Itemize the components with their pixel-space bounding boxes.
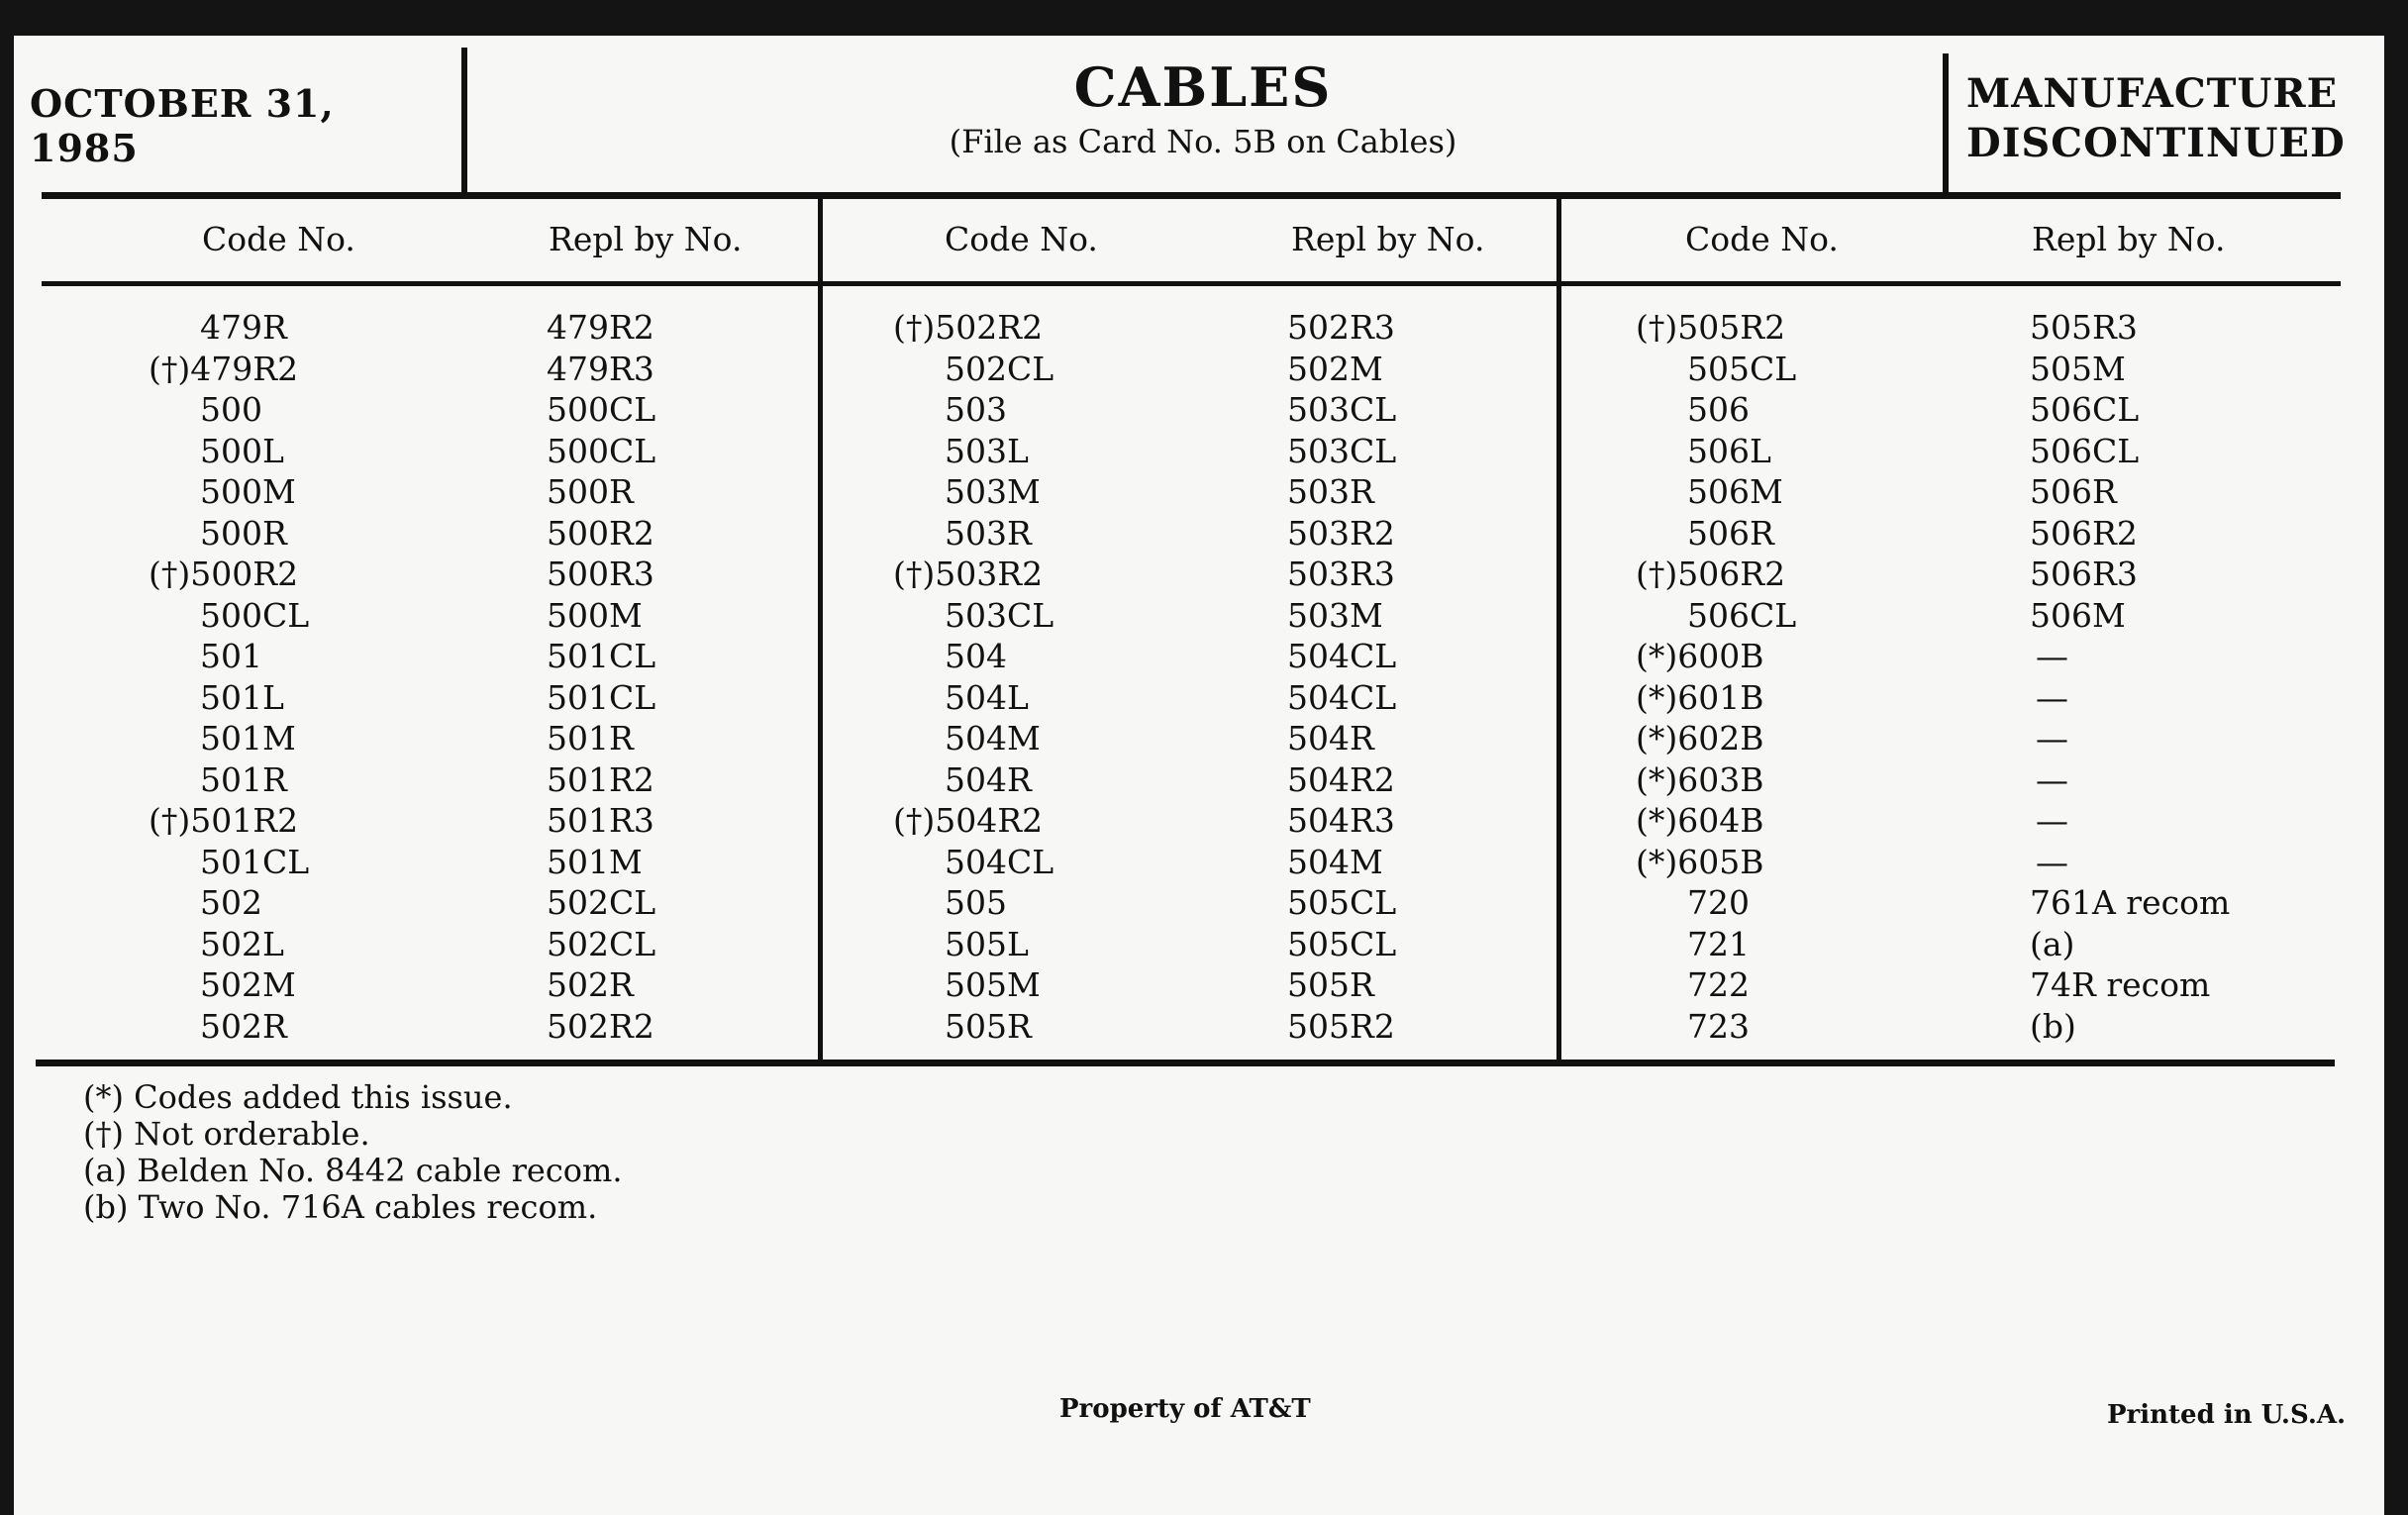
code-cell: 504R <box>945 759 1032 799</box>
code-cell: 505CL <box>1687 349 1797 388</box>
replacement-cell: 505M <box>2030 349 2126 388</box>
replacement-cell: 501M <box>547 842 643 881</box>
code-cell: (†)502R2 <box>893 308 1044 347</box>
code-cell: 506L <box>1687 431 1771 470</box>
code-list-2 <box>893 307 1141 1047</box>
code-cell: 506 <box>1687 390 1750 429</box>
replacement-cell: 503M <box>1287 595 1383 635</box>
code-cell: 504M <box>945 719 1041 758</box>
code-cell: 503M <box>945 472 1041 511</box>
code-cell: 503CL <box>945 595 1054 635</box>
code-cell: 722 <box>1687 965 1750 1004</box>
replacement-cell: 504M <box>1287 842 1383 881</box>
code-cell: (*)604B <box>1636 801 1764 840</box>
replacement-cell: 500R2 <box>547 513 654 553</box>
code-cell: 503 <box>945 390 1007 429</box>
code-cell: 504L <box>945 677 1029 717</box>
code-cell: 503R <box>945 513 1032 553</box>
replacement-cell: — <box>2036 677 2068 717</box>
replacement-cell: 506R <box>2030 472 2117 511</box>
status-line-1: MANUFACTURE <box>1966 70 2339 117</box>
repl-list-2 <box>1287 307 1535 1047</box>
replacement-cell: 502M <box>1287 349 1383 388</box>
replacement-cell: 504R3 <box>1287 801 1395 840</box>
code-cell: 723 <box>1687 1006 1750 1046</box>
code-cell: 503L <box>945 431 1029 470</box>
code-list-3 <box>1636 307 1883 1047</box>
property-notice: Property of AT&T <box>1059 1394 1311 1424</box>
code-cell: 502 <box>200 883 262 922</box>
header-divider-right <box>1943 53 1949 198</box>
code-cell: 500M <box>200 472 296 511</box>
code-cell: (†)505R2 <box>1636 308 1786 347</box>
replacement-cell: 500CL <box>547 390 656 429</box>
code-cell: 501L <box>200 677 284 717</box>
replacement-cell: — <box>2036 637 2068 675</box>
code-cell: 500CL <box>200 595 310 635</box>
code-cell: 506CL <box>1687 595 1797 635</box>
code-cell: 505R <box>945 1006 1032 1046</box>
footnote-not-orderable: (†) Not orderable. <box>83 1115 370 1153</box>
replacement-cell: 501R <box>547 719 634 758</box>
code-cell: (*)605B <box>1636 842 1764 881</box>
footnotes <box>83 1079 623 1226</box>
code-cell: 506R <box>1687 513 1774 553</box>
replacement-cell: 506R3 <box>2030 555 2138 593</box>
replacement-cell: — <box>2036 719 2068 758</box>
code-cell: 501R <box>200 759 287 799</box>
code-cell: 500L <box>200 431 284 470</box>
code-cell: 479R <box>200 308 287 347</box>
card-title: CABLES <box>1073 55 1333 119</box>
replacement-cell: 479R3 <box>547 349 654 388</box>
code-cell: (†)503R2 <box>893 555 1044 593</box>
code-cell: 502CL <box>945 349 1054 388</box>
code-cell: 502R <box>200 1006 287 1046</box>
replacement-cell: 503CL <box>1287 431 1397 470</box>
code-cell: (*)602B <box>1636 719 1764 758</box>
code-cell: 504 <box>945 637 1007 675</box>
replacement-cell: 503R2 <box>1287 513 1395 553</box>
replacement-cell: 505CL <box>1287 883 1397 922</box>
replacement-cell: 501CL <box>547 637 656 675</box>
replacement-cell: 505R3 <box>2030 308 2138 347</box>
header-rule <box>42 192 2341 199</box>
replacement-cell: 500M <box>547 595 643 635</box>
column-header-code-2: Code No. <box>945 220 1098 258</box>
code-cell: 505M <box>945 965 1041 1004</box>
replacement-cell: 505CL <box>1287 924 1397 963</box>
table-divider-2 <box>1556 198 1561 1063</box>
status-label <box>1966 69 2362 168</box>
replacement-cell: (b) <box>2030 1006 2076 1046</box>
replacement-cell: 761A recom <box>2030 883 2231 922</box>
replacement-cell: 501R3 <box>547 801 654 840</box>
column-header-code-3: Code No. <box>1685 220 1839 258</box>
replacement-cell: 504R <box>1287 719 1374 758</box>
code-cell: 505L <box>945 924 1029 963</box>
replacement-cell: 500CL <box>547 431 656 470</box>
replacement-cell: 506M <box>2030 595 2126 635</box>
code-cell: (*)600B <box>1636 637 1764 675</box>
repl-list-1 <box>547 307 794 1047</box>
repl-list-3 <box>2030 307 2327 1047</box>
code-cell: 501 <box>200 637 262 675</box>
replacement-cell: 74R recom <box>2030 965 2211 1004</box>
footnote-added: (*) Codes added this issue. <box>83 1078 513 1116</box>
replacement-cell: 504CL <box>1287 637 1397 675</box>
replacement-cell: 503R3 <box>1287 555 1395 593</box>
code-cell: (†)500R2 <box>149 555 299 593</box>
code-cell: 501M <box>200 719 296 758</box>
replacement-cell: — <box>2036 842 2068 881</box>
footnote-a: (a) Belden No. 8442 cable recom. <box>83 1152 623 1189</box>
replacement-cell: 500R <box>547 472 634 511</box>
replacement-cell: 503R <box>1287 472 1374 511</box>
replacement-cell: 504CL <box>1287 677 1397 717</box>
code-cell: (†)501R2 <box>149 801 299 840</box>
replacement-cell: — <box>2036 759 2068 799</box>
replacement-cell: (a) <box>2030 924 2075 963</box>
replacement-cell: 505R2 <box>1287 1006 1395 1046</box>
code-cell: 506M <box>1687 472 1783 511</box>
replacement-cell: 506CL <box>2030 431 2140 470</box>
code-list-1 <box>149 307 396 1047</box>
replacement-cell: 479R2 <box>547 308 654 347</box>
code-cell: (*)601B <box>1636 677 1764 717</box>
footnote-b: (b) Two No. 716A cables recom. <box>83 1188 598 1226</box>
code-cell: (*)603B <box>1636 759 1764 799</box>
column-header-repl-3: Repl by No. <box>2032 220 2226 258</box>
replacement-cell: 505R <box>1287 965 1374 1004</box>
replacement-cell: 502R2 <box>547 1006 654 1046</box>
replacement-cell: 506R2 <box>2030 513 2138 553</box>
code-cell: 720 <box>1687 883 1750 922</box>
replacement-cell: 503CL <box>1287 390 1397 429</box>
card-subtitle: (File as Card No. 5B on Cables) <box>949 123 1457 160</box>
replacement-cell: 502R3 <box>1287 308 1395 347</box>
code-cell: 501CL <box>200 842 310 881</box>
replacement-cell: 506CL <box>2030 390 2140 429</box>
code-cell: 502M <box>200 965 296 1004</box>
table-bottom-rule <box>36 1060 2335 1066</box>
replacement-cell: — <box>2036 801 2068 840</box>
replacement-cell: 502CL <box>547 924 656 963</box>
column-header-repl-1: Repl by No. <box>549 220 743 258</box>
issue-date: OCTOBER 31, 1985 <box>30 81 335 170</box>
column-header-code-1: Code No. <box>202 220 355 258</box>
code-cell: 721 <box>1687 924 1750 963</box>
code-cell: 500R <box>200 513 287 553</box>
code-cell: (†)479R2 <box>149 349 299 388</box>
replacement-cell: 504R2 <box>1287 759 1395 799</box>
code-cell: 505 <box>945 883 1007 922</box>
column-header-rule <box>42 281 2341 286</box>
table-divider-1 <box>818 194 823 1063</box>
replacement-cell: 502CL <box>547 883 656 922</box>
replacement-cell: 500R3 <box>547 555 654 593</box>
code-cell: 504CL <box>945 842 1054 881</box>
column-header-repl-2: Repl by No. <box>1291 220 1485 258</box>
code-cell: (†)506R2 <box>1636 555 1786 593</box>
replacement-cell: 501R2 <box>547 759 654 799</box>
code-cell: 502L <box>200 924 284 963</box>
replacement-cell: 502R <box>547 965 634 1004</box>
code-cell: 500 <box>200 390 262 429</box>
code-cell: (†)504R2 <box>893 801 1044 840</box>
printed-notice: Printed in U.S.A. <box>2107 1400 2347 1430</box>
status-line-2: DISCONTINUED <box>1966 120 2346 166</box>
replacement-cell: 501CL <box>547 677 656 717</box>
